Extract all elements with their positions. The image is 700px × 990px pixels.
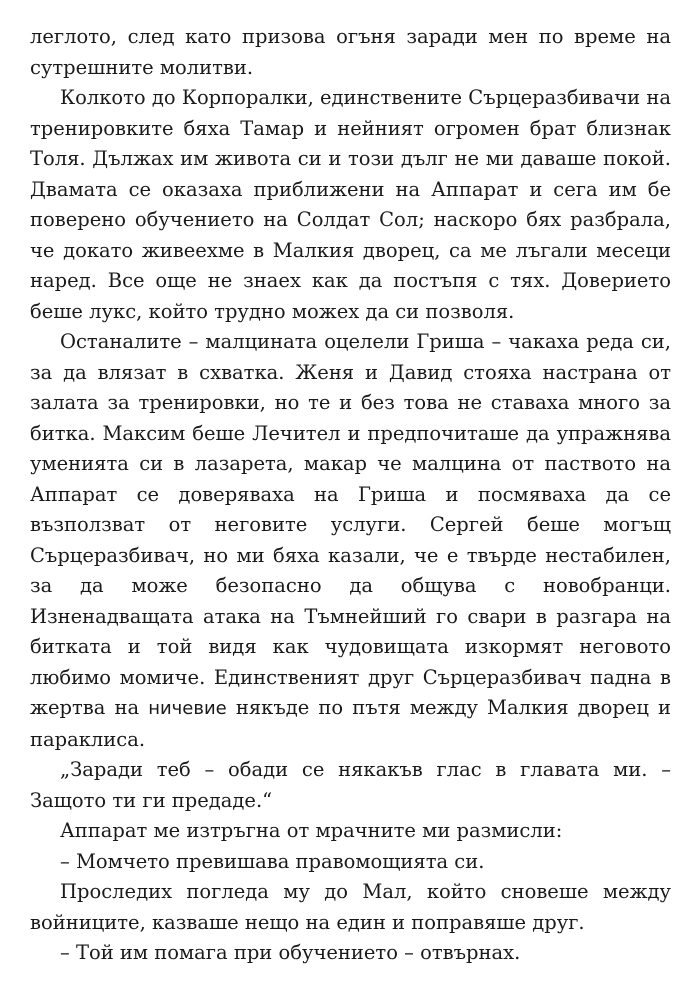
paragraph-3-part-2: някъде по пътя между Малкия дворец и параклиса. (30, 696, 671, 751)
paragraph-3-sans-word: ничевие (148, 698, 227, 719)
paragraph-2: Колкото до Корпоралки, единствените Сърцеразбивачи на тренировките бяха Тамар и нейният огромен брат близнак Толя. Дължах им живота си и този дълг не ми даваше покой. Двамата се оказаха приближени на Аппарат и сега им бе поверено обучението на Солдат Сол; наскоро бях разбрала, че докато живеехме в Малкия дворец, са ме лъгали месеци наред. Все още не знаех как да постъпя с тях. Доверието беше лукс, който трудно можех да си позволя. (30, 86, 671, 323)
book-page (30, 22, 671, 969)
paragraph-8: – Той им помага при обучението – отвърнах. (60, 941, 521, 964)
paragraph-3 (30, 327, 671, 755)
paragraph-4: „Заради теб – обади се някакъв глас в главата ми. – Защото ти ги предаде.“ (30, 758, 671, 812)
paragraph-6: – Момчето превишава правомощията си. (60, 849, 485, 873)
paragraph-5: Аппарат ме изтръгна от мрачните ми размисли: (60, 819, 563, 842)
paragraph-7: Проследих погледа му до Мал, който сновеше между войниците, казваше нещо на един и поправяше друг. (30, 880, 671, 934)
paragraph-1: леглото, след като призова огъня заради мен по време на сутрешните молитви. (30, 25, 671, 79)
paragraph-3-part-1: Останалите – малцината оцелели Гриша – чакаха реда си, за да влязат в схватка. Женя и Давид стояха настрана от залата за тренировки, но те и без това не ставаха много за битка. Максим беше Лечител и предпочиташе да упражнява уменията си в лазарета, макар че малцина от паството на Аппарат се доверяваха на Гриша и посмяваха да се възползват от неговите услуги. Сергей беше могъщ Сърцеразбивач, но ми бяха казали, че е твърде нестабилен, за да може безопасно да общува с новобранци. Изненадващата атака на Тъмнейший го свари в разгара на битката и той видя как чудовищата изкормят неговото любимо момиче. Единственият друг Сърцеразбивач падна в жертва на (30, 330, 671, 719)
